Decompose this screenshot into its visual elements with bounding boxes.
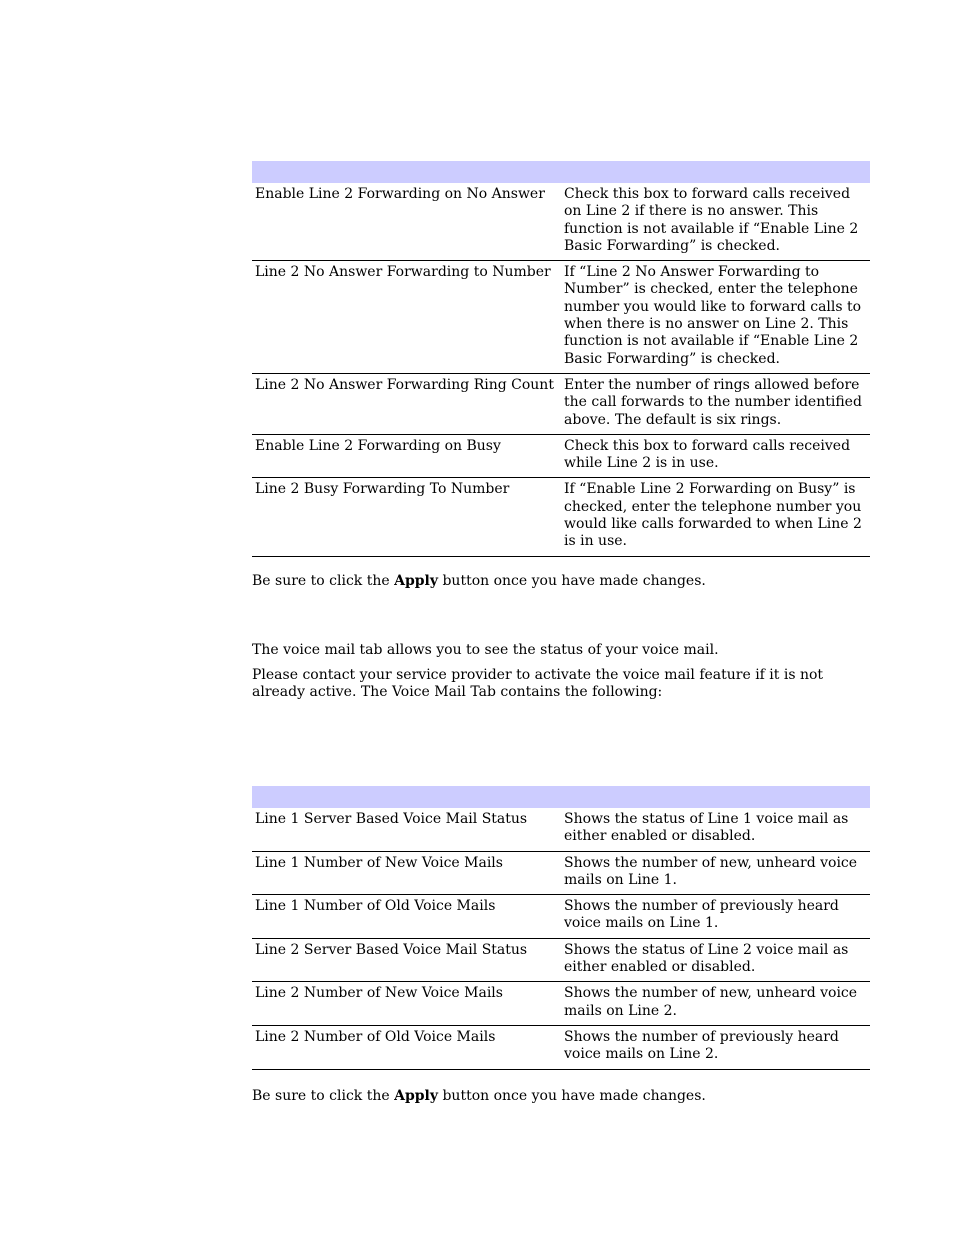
table-row (252, 895, 870, 939)
table-row (252, 1025, 870, 1069)
field-name-cell: Line 2 No Answer Forwarding to Number (252, 261, 561, 374)
apply-note (252, 573, 870, 590)
field-description-cell: Check this box to forward calls received on Line 2 if there is no answer. This function is not available if “Enable Line 2 Basic Forwarding” is checked. (561, 183, 870, 261)
field-description-cell: Shows the number of previously heard voice mails on Line 2. (561, 1025, 870, 1069)
table-row (252, 434, 870, 478)
field-name-cell: Line 2 Number of Old Voice Mails (252, 1025, 561, 1069)
field-name-cell: Enable Line 2 Forwarding on No Answer (252, 183, 561, 261)
voice-mail-table (252, 786, 870, 1070)
table-row (252, 183, 870, 261)
field-name-cell: Line 2 Busy Forwarding To Number (252, 478, 561, 556)
field-description-cell: Shows the number of previously heard voice mails on Line 1. (561, 895, 870, 939)
table-header-cell (252, 786, 561, 808)
apply-note-prefix: Be sure to click the (252, 1088, 395, 1104)
field-name-cell: Line 1 Number of Old Voice Mails (252, 895, 561, 939)
field-description-cell: Shows the number of new, unheard voice mails on Line 2. (561, 982, 870, 1026)
field-name-cell: Line 1 Server Based Voice Mail Status (252, 808, 561, 851)
field-description-cell: Shows the status of Line 1 voice mail as either enabled or disabled. (561, 808, 870, 851)
field-name-cell: Line 2 Number of New Voice Mails (252, 982, 561, 1026)
field-name-cell: Enable Line 2 Forwarding on Busy (252, 434, 561, 478)
forwarding-table-wrapper (252, 161, 870, 557)
apply-note-bold: Apply (394, 573, 439, 589)
table-row (252, 938, 870, 982)
field-description-cell: Enter the number of rings allowed before the call forwards to the number identified above. The default is six rings. (561, 373, 870, 434)
field-description-cell: If “Enable Line 2 Forwarding on Busy” is checked, enter the telephone number you would like calls forwarded to when Line 2 is in use. (561, 478, 870, 556)
field-description-cell: If “Line 2 No Answer Forwarding to Number” is checked, enter the telephone number you would like to forward calls to when there is no answer on Line 2. This function is not available if “Enable Line 2 Basic Forwarding” is checked. (561, 261, 870, 374)
apply-note-suffix: button once you have made changes. (438, 1088, 706, 1104)
apply-note-prefix: Be sure to click the (252, 573, 395, 589)
field-name-cell: Line 2 Server Based Voice Mail Status (252, 938, 561, 982)
field-description-cell: Shows the status of Line 2 voice mail as either enabled or disabled. (561, 938, 870, 982)
field-name-cell: Line 2 No Answer Forwarding Ring Count (252, 373, 561, 434)
forwarding-table (252, 161, 870, 557)
voice-mail-table-wrapper (252, 786, 870, 1070)
table-header-row (252, 161, 870, 183)
voice-mail-contact: Please contact your service provider to activate the voice mail feature if it is not already active. The Voice Mail Tab contains the following: (252, 667, 824, 701)
table-header-cell (252, 161, 561, 183)
table-row (252, 373, 870, 434)
table-row (252, 478, 870, 556)
apply-note-bold: Apply (394, 1088, 439, 1104)
table-header-row (252, 786, 870, 808)
field-description-cell: Shows the number of new, unheard voice mails on Line 1. (561, 851, 870, 895)
table-row (252, 808, 870, 851)
field-name-cell: Line 1 Number of New Voice Mails (252, 851, 561, 895)
apply-note-suffix: button once you have made changes. (438, 573, 706, 589)
table-header-cell (561, 161, 870, 183)
table-header-cell (561, 786, 870, 808)
table-row (252, 851, 870, 895)
table-row (252, 261, 870, 374)
apply-note (252, 1088, 870, 1105)
table-row (252, 982, 870, 1026)
voice-mail-intro: The voice mail tab allows you to see the status of your voice mail. (252, 642, 719, 658)
field-description-cell: Check this box to forward calls received while Line 2 is in use. (561, 434, 870, 478)
